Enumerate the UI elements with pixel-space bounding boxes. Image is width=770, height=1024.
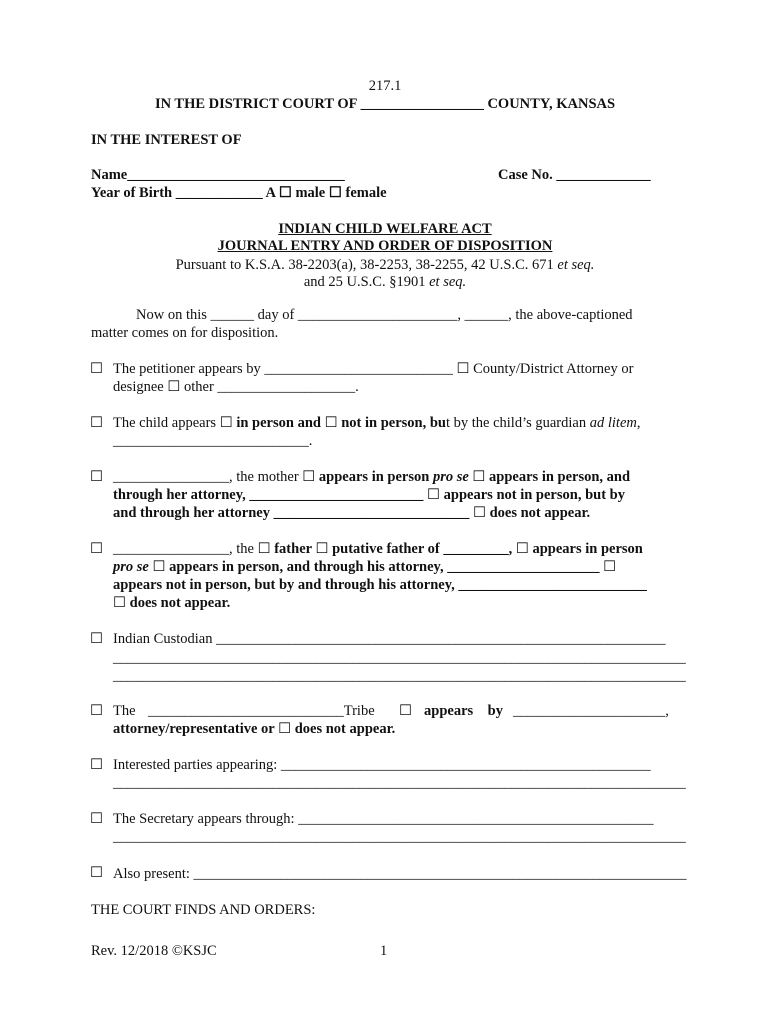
other-field[interactable]: other ___________________. xyxy=(180,379,359,395)
not-in-person-label: not in person, bu xyxy=(337,415,446,431)
female-label: female xyxy=(341,185,387,201)
mother-attorney-checkbox[interactable]: ☐ xyxy=(472,469,486,485)
page-number: 1 xyxy=(380,943,388,959)
child-checkbox[interactable]: ☐ xyxy=(90,415,103,431)
mother-name-field[interactable]: ________________, the mother xyxy=(113,469,303,485)
custodian-field[interactable]: Indian Custodian ______________________________________________________________ xyxy=(113,631,666,647)
designee-label: designee xyxy=(113,379,168,395)
pro-se: pro se xyxy=(113,559,149,575)
putative-father-checkbox[interactable]: ☐ xyxy=(315,541,329,557)
interest-of-heading: IN THE INTEREST OF xyxy=(91,132,242,148)
father-checkbox[interactable]: ☐ xyxy=(90,541,103,557)
father-label: father xyxy=(270,541,316,557)
county-attorney-checkbox[interactable]: ☐ xyxy=(456,361,470,377)
mother-attorney-field[interactable]: through her attorney, ________________________ xyxy=(113,487,428,503)
pursuant-line-1 xyxy=(0,256,770,274)
year-of-birth-field[interactable]: Year of Birth ____________ A xyxy=(91,185,279,201)
father-line-3[interactable]: appears not in person, but by and through his attorney, __________________________ xyxy=(113,577,647,593)
pursuant-text: Pursuant to K.S.A. 38-2203(a), 38-2253, 38-2255, 42 U.S.C. 671 xyxy=(175,257,558,273)
court-caption: IN THE DISTRICT COURT OF _________________ COUNTY, KANSAS xyxy=(154,96,616,112)
appears-in-person-label: appears in person xyxy=(315,469,433,485)
child-in-person-checkbox[interactable]: ☐ xyxy=(219,415,233,431)
father-not-in-person-checkbox[interactable]: ☐ xyxy=(603,559,617,575)
mother-line-3 xyxy=(113,504,590,522)
custodian-checkbox[interactable]: ☐ xyxy=(90,631,103,647)
interested-parties-field[interactable]: Interested parties appearing: ___________________________________________________ xyxy=(113,757,651,773)
father-line-1 xyxy=(113,540,643,558)
mother-not-in-person-checkbox[interactable]: ☐ xyxy=(427,487,441,503)
female-checkbox[interactable]: ☐ xyxy=(328,185,342,201)
also-present-checkbox[interactable]: ☐ xyxy=(90,865,103,881)
findings-heading: THE COURT FINDS AND ORDERS: xyxy=(91,902,316,918)
title-line-1: INDIAN CHILD WELFARE ACT xyxy=(278,221,492,237)
guardian-label: t by the child’s guardian xyxy=(445,415,590,431)
pursuant-text: and 25 U.S.C. §1901 xyxy=(303,274,430,290)
appears-with-attorney-label: appears in person, and xyxy=(485,469,631,485)
intro-line-2: matter comes on for disposition. xyxy=(91,325,279,341)
county-attorney-label: County/District Attorney or xyxy=(469,361,634,377)
appears-in-person-label: appears in person xyxy=(528,541,643,557)
child-label: The child appears xyxy=(113,415,220,431)
name-field[interactable]: Name______________________________ xyxy=(91,167,345,183)
petitioner-field[interactable]: The petitioner appears by __________________________ xyxy=(113,361,457,377)
tribe-checkbox[interactable]: ☐ xyxy=(90,703,103,719)
male-label: male xyxy=(291,185,329,201)
revision-footer: Rev. 12/2018 ©KSJC xyxy=(91,943,217,959)
father-type-checkbox[interactable]: ☐ xyxy=(257,541,271,557)
tribe-name-field[interactable]: ___________________________Tribe xyxy=(148,703,375,719)
father-line-4 xyxy=(113,594,230,612)
father-line-2 xyxy=(113,558,616,576)
petitioner-checkbox[interactable]: ☐ xyxy=(90,361,103,377)
father-attorney-field[interactable]: appears in person, and through his attorney, _____________________ xyxy=(165,559,604,575)
tribe-label: The xyxy=(113,703,136,719)
tribe-representative-field[interactable]: _____________________, xyxy=(513,703,669,719)
custodian-line-3[interactable]: _______________________________________________________________________________ xyxy=(113,668,686,684)
form-number: 217.1 xyxy=(368,78,402,94)
attorney-representative-label: attorney/representative or xyxy=(113,721,279,737)
mother-line-2 xyxy=(113,486,625,504)
title-line-2: JOURNAL ENTRY AND ORDER OF DISPOSITION xyxy=(217,238,553,254)
custodian-line-2[interactable]: _______________________________________________________________________________ xyxy=(113,650,686,666)
does-not-appear-label: does not appear. xyxy=(126,595,231,611)
not-in-person-label: appears not in person, but by xyxy=(440,487,625,503)
putative-father-field[interactable]: putative father of _________, xyxy=(328,541,516,557)
secretary-line-2[interactable]: _______________________________________________________________________________ xyxy=(113,829,686,845)
tribe-appears-checkbox[interactable]: ☐ xyxy=(399,703,412,719)
in-person-label: in person and xyxy=(232,415,325,431)
ad-litem: ad litem xyxy=(589,415,637,431)
petitioner-line-1 xyxy=(113,360,633,378)
other-checkbox[interactable]: ☐ xyxy=(167,379,181,395)
pro-se: pro se xyxy=(432,469,469,485)
does-not-appear-label: does not appear. xyxy=(485,505,591,521)
secretary-checkbox[interactable]: ☐ xyxy=(90,811,103,827)
also-present-field[interactable]: Also present: ____________________________________________________________________ xyxy=(113,866,687,882)
appears-by-label: appears by xyxy=(424,703,503,719)
tribe-line-2 xyxy=(113,720,395,738)
interested-parties-line-2[interactable]: _______________________________________________________________________________ xyxy=(113,775,686,791)
mother-line-1 xyxy=(113,468,630,486)
father-attorney-checkbox[interactable]: ☐ xyxy=(152,559,166,575)
comma: , xyxy=(636,415,641,431)
mother-attorney-2-field[interactable]: and through her attorney ___________________________ xyxy=(113,505,473,521)
father-pro-se-checkbox[interactable]: ☐ xyxy=(515,541,529,557)
interested-parties-checkbox[interactable]: ☐ xyxy=(90,757,103,773)
child-not-in-person-checkbox[interactable]: ☐ xyxy=(324,415,338,431)
intro-line-1[interactable]: Now on this ______ day of ______________________, ______, the above-captioned xyxy=(136,307,633,323)
father-does-not-appear-checkbox[interactable]: ☐ xyxy=(113,595,126,611)
pursuant-line-2 xyxy=(0,273,770,291)
secretary-field[interactable]: The Secretary appears through: _________________________________________________ xyxy=(113,811,654,827)
petitioner-line-2 xyxy=(113,378,359,396)
guardian-field[interactable]: ___________________________. xyxy=(113,433,313,449)
child-line-1 xyxy=(113,414,640,432)
tribe-does-not-appear-checkbox[interactable]: ☐ xyxy=(278,721,292,737)
year-of-birth-row xyxy=(91,184,387,202)
mother-does-not-appear-checkbox[interactable]: ☐ xyxy=(472,505,486,521)
mother-pro-se-checkbox[interactable]: ☐ xyxy=(302,469,316,485)
et-seq: et seq. xyxy=(557,257,595,273)
case-number-field[interactable]: Case No. _____________ xyxy=(498,167,651,183)
does-not-appear-label: does not appear. xyxy=(291,721,396,737)
et-seq: et seq. xyxy=(429,274,467,290)
father-name-field[interactable]: ________________, the xyxy=(113,541,258,557)
male-checkbox[interactable]: ☐ xyxy=(278,185,292,201)
mother-checkbox[interactable]: ☐ xyxy=(90,469,103,485)
